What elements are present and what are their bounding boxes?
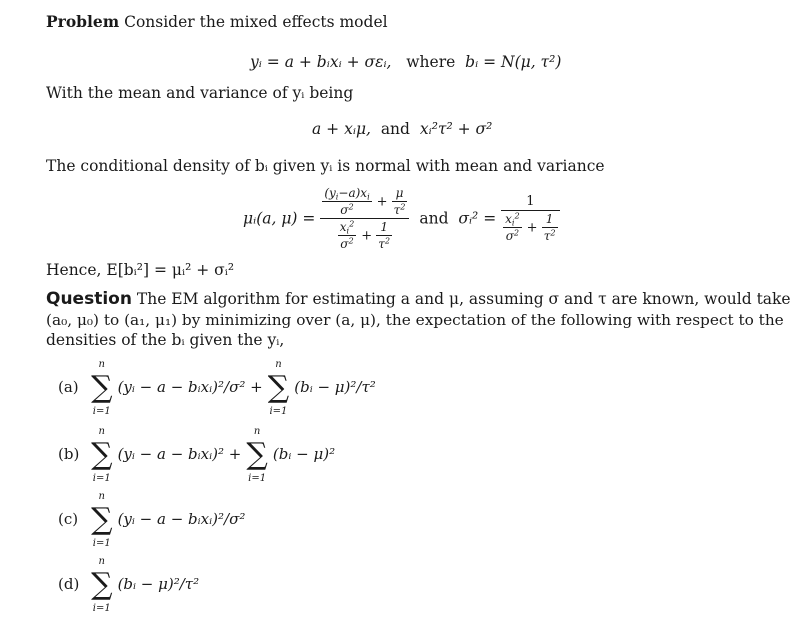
- where-word: where: [406, 53, 456, 71]
- option-term-2: (bᵢ − μ)²/τ²: [294, 378, 376, 396]
- summation-icon: n ∑ i=1: [91, 359, 113, 417]
- problem-intro-line: [46, 12, 388, 31]
- summation-icon: n ∑ i=1: [91, 426, 113, 484]
- mu-lhs: μᵢ(a, μ) =: [243, 209, 316, 228]
- question-heading: Question: [46, 289, 132, 309]
- option-a[interactable]: [58, 359, 376, 417]
- conditional-text: The conditional density of bᵢ given yᵢ is normal with mean and variance: [46, 157, 605, 175]
- problem-heading: Problem: [46, 12, 120, 31]
- option-c[interactable]: [58, 491, 246, 549]
- hence-line: Hence, E[bᵢ²] = μᵢ² + σᵢ²: [46, 261, 235, 279]
- and-word-2: and: [419, 209, 449, 228]
- mean-variance-text: With the mean and variance of yᵢ being: [46, 84, 354, 102]
- option-d[interactable]: [58, 556, 200, 614]
- var-expr: xᵢ²τ² + σ²: [419, 120, 493, 138]
- summation-icon: n ∑ i=1: [91, 556, 113, 614]
- model-equation: [250, 53, 561, 71]
- option-term-1: (yᵢ − a − bᵢxᵢ)²/σ²: [117, 510, 246, 528]
- question-line-2: (a₀, μ₀) to (a₁, μ₁) by minimizing over (a, μ), the expectation of the following with respect to the: [46, 311, 784, 329]
- sigma-lhs: σᵢ² =: [458, 209, 497, 228]
- option-label: (b): [58, 445, 80, 463]
- option-term-1: (yᵢ − a − bᵢxᵢ)²/σ² +: [117, 378, 263, 396]
- option-label: (c): [58, 510, 79, 528]
- question-line-3: densities of the bᵢ given the yᵢ,: [46, 331, 285, 349]
- where-eq: bᵢ = N(μ, τ²): [465, 53, 562, 71]
- question-text-1: The EM algorithm for estimating a and μ, assuming σ and τ are known, would take: [136, 290, 791, 308]
- summation-icon: n ∑ i=1: [246, 426, 268, 484]
- conditional-formula: [243, 186, 560, 251]
- sigma-fraction: 1 $\frac{x_i^2}{\sigma^2}$ + $\frac{1}{\tau^2}$: [501, 194, 559, 243]
- option-b[interactable]: [58, 426, 336, 484]
- mean-variance-expr: [312, 120, 492, 138]
- question-line-1: [46, 289, 791, 309]
- problem-intro: Consider the mixed effects model: [124, 13, 388, 31]
- model-eq: yᵢ = a + bᵢxᵢ + σεᵢ,: [250, 53, 392, 71]
- mean-expr: a + xᵢμ,: [312, 120, 371, 138]
- option-term-2: (bᵢ − μ)²: [272, 445, 336, 463]
- and-word-1: and: [380, 120, 410, 138]
- summation-icon: n ∑ i=1: [267, 359, 290, 417]
- option-term-1: (yᵢ − a − bᵢxᵢ)² +: [117, 445, 242, 463]
- option-label: (a): [58, 378, 79, 396]
- option-term-1: (bᵢ − μ)²/τ²: [117, 575, 200, 593]
- mu-fraction: $\frac{(y_i-a)x_i}{\sigma^2}$ + $\frac{\mu}{\tau^2}$ $\frac{x_i^2}{\sigma^2}$ + $\frac{1}{\tau^2}$: [320, 186, 409, 251]
- option-label: (d): [58, 575, 80, 593]
- summation-icon: n ∑ i=1: [91, 491, 113, 549]
